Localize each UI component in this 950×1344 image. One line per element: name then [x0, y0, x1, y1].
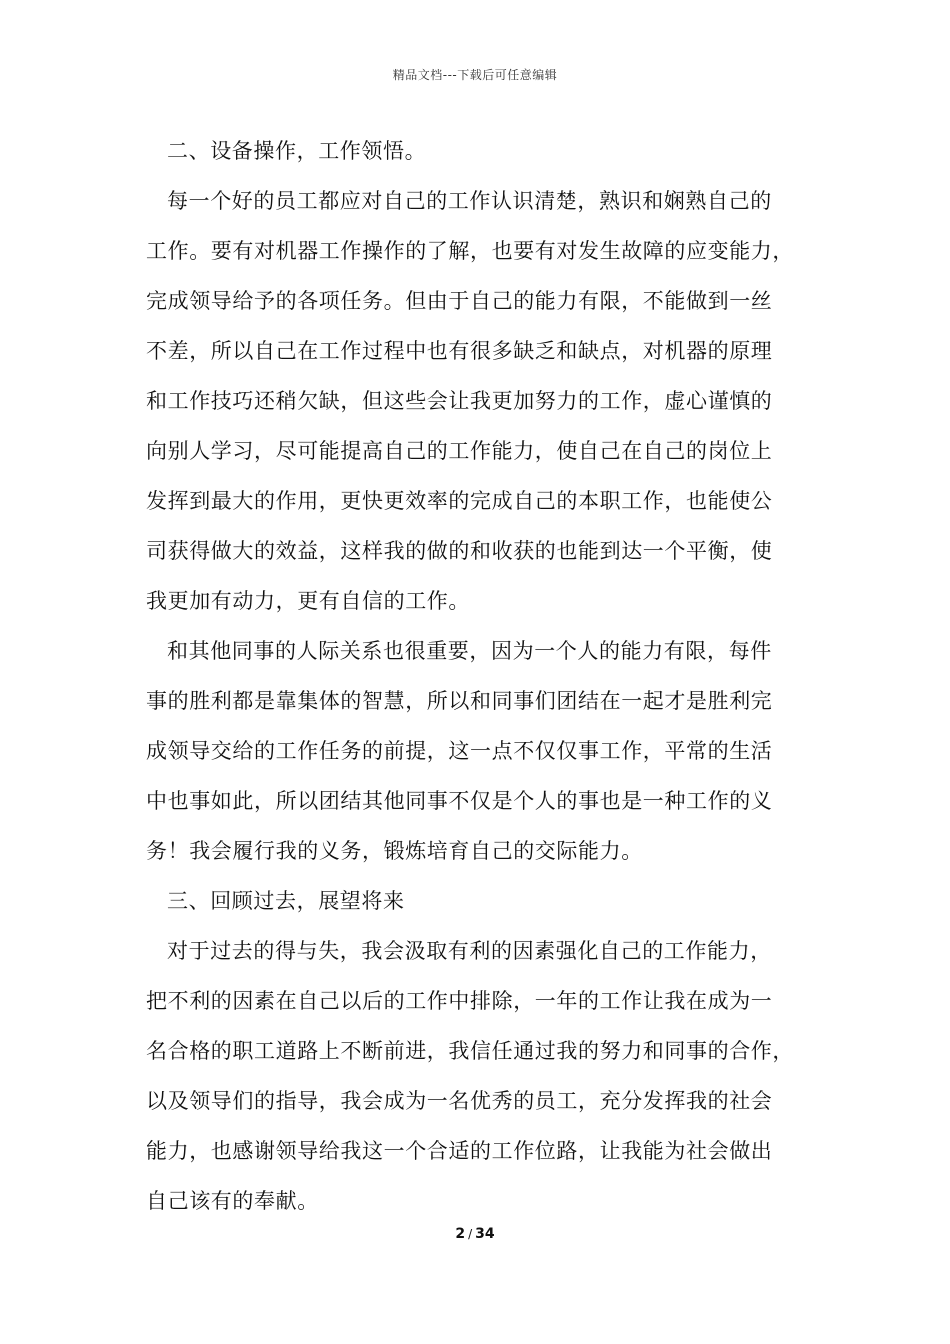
text-line: 发挥到最大的作用，更快更效率的完成自己的本职工作，也能使公	[146, 489, 773, 513]
total-pages-number: 34	[475, 1226, 495, 1242]
text-line: 把不利的因素在自己以后的工作中排除，一年的工作让我在成为一	[146, 989, 773, 1013]
text-line: 我更加有动力，更有自信的工作。	[146, 589, 470, 613]
text-line: 自己该有的奉献。	[146, 1189, 319, 1213]
current-page-number: 2	[455, 1226, 466, 1242]
text-line: 中也事如此，所以团结其他同事不仅是个人的事也是一种工作的义	[146, 789, 773, 813]
page-number	[0, 1226, 950, 1242]
text-line: 以及领导们的指导，我会成为一名优秀的员工，充分发挥我的社会	[146, 1089, 773, 1113]
page-separator: /	[468, 1227, 473, 1241]
text-line: 不差，所以自己在工作过程中也有很多缺乏和缺点，对机器的原理	[146, 339, 773, 363]
text-line: 和其他同事的人际关系也很重要，因为一个人的能力有限，每件	[167, 639, 772, 663]
text-line: 事的胜利都是靠集体的智慧，所以和同事们团结在一起才是胜利完	[146, 689, 773, 713]
text-line: 和工作技巧还稍欠缺，但这些会让我更加努力的工作，虚心谨慎的	[146, 389, 773, 413]
text-line: 务！我会履行我的义务，锻炼培育自己的交际能力。	[146, 839, 643, 863]
text-line: 对于过去的得与失，我会汲取有利的因素强化自己的工作能力，	[167, 939, 772, 963]
document-body	[146, 126, 826, 1226]
text-line: 向别人学习，尽可能提高自己的工作能力，使自己在自己的岗位上	[146, 439, 773, 463]
text-line: 名合格的职工道路上不断前进，我信任通过我的努力和同事的合作，	[146, 1039, 794, 1063]
text-line: 每一个好的员工都应对自己的工作认识清楚，熟识和娴熟自己的	[167, 189, 772, 213]
text-line: 完成领导给予的各项任务。但由于自己的能力有限，不能做到一丝	[146, 289, 773, 313]
text-line: 成领导交给的工作任务的前提，这一点不仅仅事工作，平常的生活	[146, 739, 773, 763]
text-line: 二、设备操作，工作领悟。	[167, 139, 427, 163]
text-line: 三、回顾过去，展望将来	[167, 889, 405, 913]
text-line: 司获得做大的效益，这样我的做的和收获的也能到达一个平衡，使	[146, 539, 773, 563]
text-line: 能力，也感谢领导给我这一个合适的工作位路，让我能为社会做出	[146, 1139, 773, 1163]
text-line: 工作。要有对机器工作操作的了解，也要有对发生故障的应变能力，	[146, 239, 794, 263]
page-header	[0, 66, 950, 83]
header-text: 精品文档---下载后可任意编辑	[392, 68, 558, 82]
